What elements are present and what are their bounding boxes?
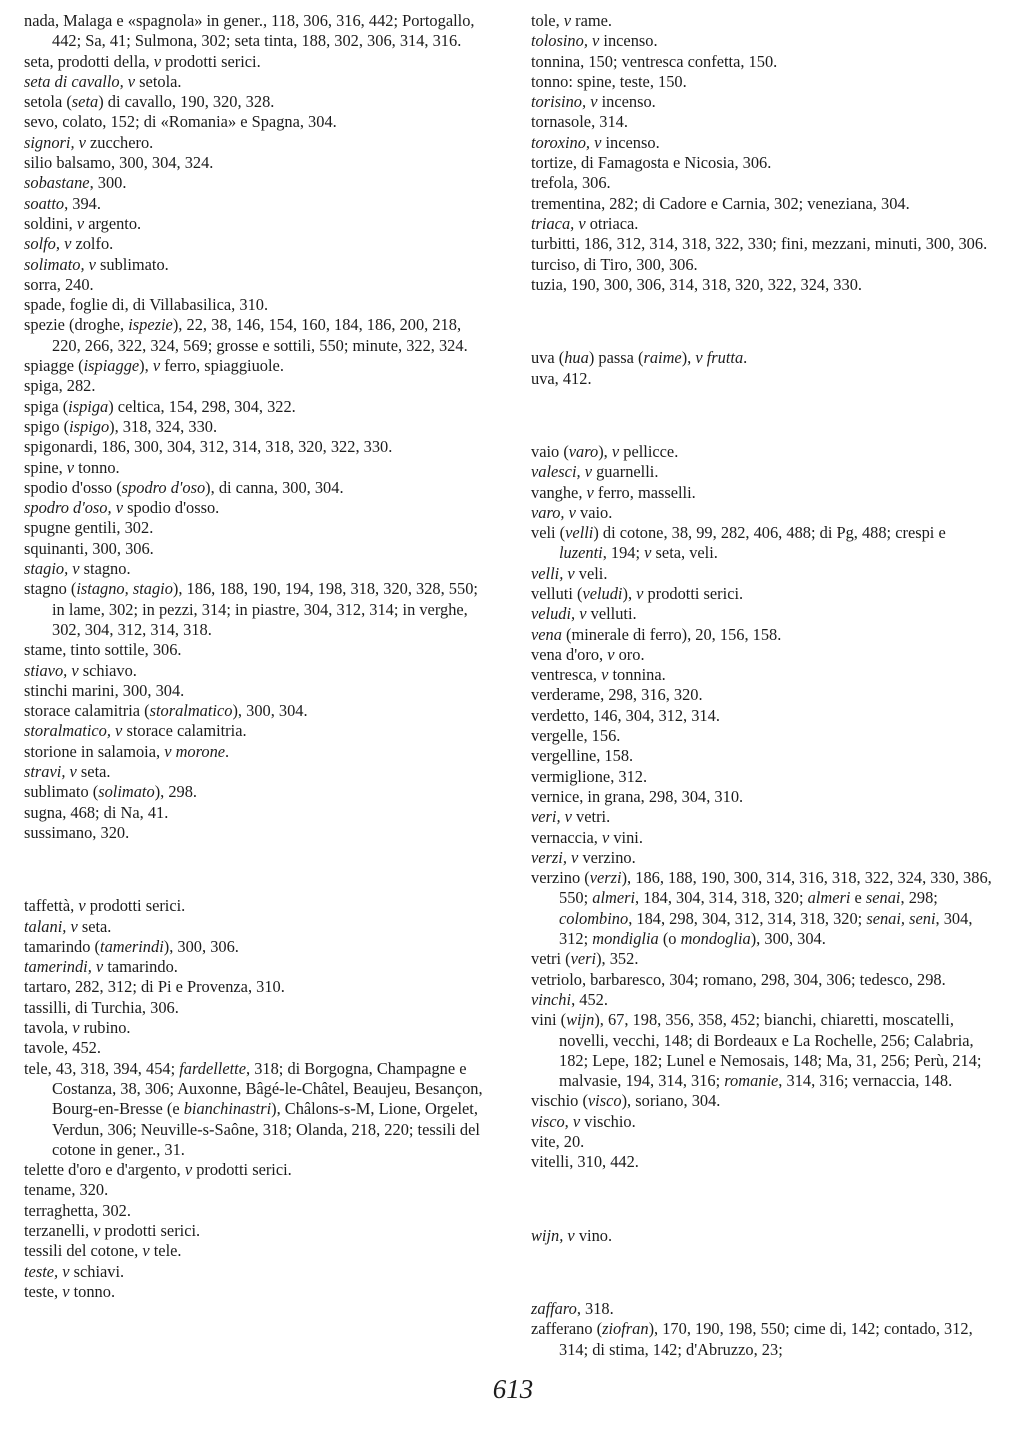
index-entry: stravi, v seta. — [24, 761, 111, 781]
index-entry: solfo, v zolfo. — [24, 234, 114, 254]
index-entry: spade, foglie di, di Villabasilica, 310. — [24, 295, 269, 315]
index-entry: vergelline, 158. — [531, 746, 634, 766]
index-entry: tornasole, 314. — [531, 112, 628, 132]
index-entry: terraghetta, 302. — [24, 1200, 131, 1220]
index-entry: velluti (veludi), v prodotti serici. — [531, 583, 744, 603]
index-entry: solimato, v sublimato. — [24, 254, 169, 274]
index-entry: spodio d'osso (spodro d'oso), di canna, 300, 304. — [24, 477, 344, 497]
index-entry: veli (velli) di cotone, 38, 99, 282, 406, 488; di Pg, 488; crespi e luzenti, 194; v seta, veli. — [531, 523, 946, 563]
index-entry: sevo, colato, 152; di «Romania» e Spagna, 304. — [24, 112, 337, 132]
index-entry: triaca, v otriaca. — [531, 213, 639, 233]
index-entry: teste, v tonno. — [24, 1281, 116, 1301]
section-gap — [531, 405, 993, 425]
index-entry: tonnina, 150; ventresca confetta, 150. — [531, 51, 778, 71]
index-entry: uva, 412. — [531, 368, 592, 388]
index-entry: nada, Malaga e «spagnola» in gener., 118, 306, 316, 442; Portogallo, 442; Sa, 41; Sulmona, 302; seta tinta, 188, 302, 306, 314, 316. — [24, 11, 475, 51]
index-column-left — [24, 11, 486, 1302]
index-entry: torisino, v incenso. — [531, 92, 656, 112]
section-gap — [531, 1189, 993, 1209]
index-entry: veri, v vetri. — [531, 807, 611, 827]
index-entry: sobastane, 300. — [24, 173, 127, 193]
index-entry: vermiglione, 312. — [531, 766, 648, 786]
index-entry: tole, v rame. — [531, 11, 613, 30]
index-entry: tessili del cotone, v tele. — [24, 1241, 182, 1261]
index-entry: verderame, 298, 316, 320. — [531, 685, 703, 705]
index-entry: storace calamitria (storalmatico), 300, 304. — [24, 701, 308, 721]
index-entry: trefola, 306. — [531, 173, 611, 193]
index-entry: spodro d'oso, v spodio d'osso. — [24, 498, 220, 518]
index-entry: soatto, 394. — [24, 193, 101, 213]
index-entry: tortize, di Famagosta e Nicosia, 306. — [531, 153, 772, 173]
section-gap — [531, 312, 993, 332]
index-entry: storione in salamoia, v morone. — [24, 741, 230, 761]
section-gap — [24, 860, 486, 880]
index-entry: vite, 20. — [531, 1132, 585, 1151]
index-entry: tavole, 452. — [24, 1038, 101, 1058]
index-entry: turciso, di Tiro, 300, 306. — [531, 254, 698, 274]
index-entry: trementina, 282; di Cadore e Carnia, 302; veneziana, 304. — [531, 193, 910, 213]
index-entry: spiga, 282. — [24, 376, 96, 396]
index-entry: vinchi, 452. — [531, 989, 608, 1009]
section-gap — [531, 1262, 993, 1282]
page-number: 613 — [492, 1374, 534, 1404]
index-entry: velli, v veli. — [531, 563, 608, 583]
index-entry: visco, v vischio. — [531, 1111, 636, 1131]
index-entry: taffettà, v prodotti serici. — [24, 896, 186, 916]
index-entry: tonno: spine, teste, 150. — [531, 71, 687, 91]
index-entry: verzino (verzi), 186, 188, 190, 300, 314, 316, 318, 322, 324, 330, 386, 550; almeri, 184, 304, 314, 318, 320; almeri e senai, 298; colombino, 184, 298, 304, 312, 314, 318, 320; senai, seni, 304, 312; mondiglia (o mondoglia), 300, 304. — [531, 868, 992, 949]
index-entry: vanghe, v ferro, masselli. — [531, 482, 696, 502]
index-entry: zaffaro, 318. — [531, 1299, 614, 1319]
index-entry: talani, v seta. — [24, 916, 112, 936]
index-entry: stiavo, v schiavo. — [24, 660, 137, 680]
index-entry: sorra, 240. — [24, 274, 94, 294]
index-entry: ventresca, v tonnina. — [531, 665, 666, 685]
index-entry: uva (hua) passa (raime), v frutta. — [531, 348, 748, 368]
index-entry: spugne gentili, 302. — [24, 518, 154, 538]
index-entry: spiagge (ispiagge), v ferro, spiaggiuole. — [24, 356, 284, 376]
index-entry: stame, tinto sottile, 306. — [24, 640, 182, 660]
index-entry: vena (minerale di ferro), 20, 156, 158. — [531, 624, 782, 644]
index-entry: vitelli, 310, 442. — [531, 1152, 639, 1172]
index-entry: vischio (visco), soriano, 304. — [531, 1091, 721, 1111]
index-entry: vini (wijn), 67, 198, 356, 358, 452; bianchi, chiaretti, moscatelli, novelli, vecchi, 148; di Bordeaux e La Rochelle, 256; Calabria, 182; Lepe, 182; Lunel e Nemosais, 148; Ma, 31, 256; Perù, 214; malvasie, 194, 314, 316; romanie, 314, 316; vernaccia, 148. — [531, 1010, 982, 1091]
index-entry: setola (seta) di cavallo, 190, 320, 328. — [24, 92, 275, 112]
index-entry: spine, v tonno. — [24, 457, 120, 477]
index-entry: storalmatico, v storace calamitria. — [24, 721, 247, 741]
index-entry: vaio (varo), v pellicce. — [531, 441, 679, 461]
index-entry: seta, prodotti della, v prodotti serici. — [24, 51, 261, 71]
index-entry: tuzia, 190, 300, 306, 314, 318, 320, 322, 324, 330. — [531, 274, 862, 294]
index-entry: vena d'oro, v oro. — [531, 644, 645, 664]
index-entry: vetriolo, barbaresco, 304; romano, 298, 304, 306; tedesco, 298. — [531, 969, 946, 989]
index-entry: zafferano (ziofran), 170, 190, 198, 550; cime di, 142; contado, 312, 314; di stima, 142; d'Abruzzo, 23; — [531, 1319, 973, 1359]
index-entry: terzanelli, v prodotti serici. — [24, 1221, 201, 1240]
index-entry: spigonardi, 186, 300, 304, 312, 314, 318, 320, 322, 330. — [24, 437, 393, 457]
index-entry: wijn, v vino. — [531, 1225, 613, 1245]
index-entry: seta di cavallo, v setola. — [24, 71, 182, 91]
index-entry: vetri (veri), 352. — [531, 949, 639, 969]
index-entry: spigo (ispigo), 318, 324, 330. — [24, 416, 218, 436]
index-entry: sugna, 468; di Na, 41. — [24, 802, 169, 822]
index-entry: turbitti, 186, 312, 314, 318, 322, 330; fini, mezzani, minuti, 300, 306. — [531, 234, 988, 254]
index-entry: spezie (droghe, ispezie), 22, 38, 146, 154, 160, 184, 186, 200, 218, 220, 266, 322, 324, 569; grosse e sottili, 550; minute, 322, 324. — [24, 315, 468, 355]
index-entry: vergelle, 156. — [531, 726, 621, 746]
index-entry: tolosino, v incenso. — [531, 31, 658, 51]
index-entry: signori, v zucchero. — [24, 132, 154, 152]
index-entry: sussimano, 320. — [24, 822, 130, 842]
index-entry: stagio, v stagno. — [24, 559, 131, 579]
index-entry: varo, v vaio. — [531, 502, 613, 522]
index-entry: stinchi marini, 300, 304. — [24, 680, 185, 700]
index-entry: telette d'oro e d'argento, v prodotti serici. — [24, 1160, 292, 1180]
index-entry: tamarindo (tamerindi), 300, 306. — [24, 936, 239, 956]
index-entry: tele, 43, 318, 394, 454; fardellette, 318; di Borgogna, Champagne e Costanza, 38, 306; Auxonne, Bâgé-le-Châtel, Beaujeu, Besançon, Bourg-en-Bresse (e bianchinastri), Châlons-s-M, Lione, Orgelet, Verdun, 306; Neuville-s-Saône, 318; Olanda, 218, 220; tessili del cotone in gener., 31. — [24, 1058, 483, 1159]
index-entry: soldini, v argento. — [24, 213, 142, 233]
index-entry: tename, 320. — [24, 1180, 109, 1200]
index-entry: tavola, v rubino. — [24, 1018, 131, 1038]
index-entry: tassilli, di Turchia, 306. — [24, 997, 179, 1017]
index-entry: tamerindi, v tamarindo. — [24, 957, 178, 977]
index-column-right — [531, 11, 993, 1360]
index-entry: valesci, v guarnelli. — [531, 462, 659, 482]
index-entry: veludi, v velluti. — [531, 604, 637, 624]
index-entry: vernice, in grana, 298, 304, 310. — [531, 786, 744, 806]
index-entry: verzi, v verzino. — [531, 847, 636, 867]
index-entry: vernaccia, v vini. — [531, 827, 643, 847]
index-entry: spiga (ispiga) celtica, 154, 298, 304, 322. — [24, 396, 296, 416]
index-entry: squinanti, 300, 306. — [24, 538, 154, 558]
index-entry: sublimato (solimato), 298. — [24, 782, 198, 802]
index-entry: verdetto, 146, 304, 312, 314. — [531, 705, 720, 725]
index-entry: toroxino, v incenso. — [531, 132, 660, 152]
index-entry: silio balsamo, 300, 304, 324. — [24, 153, 214, 173]
index-entry: teste, v schiavi. — [24, 1261, 125, 1281]
index-entry: stagno (istagno, stagio), 186, 188, 190, 194, 198, 318, 320, 328, 550; in lame, 302; in pezzi, 314; in piastre, 304, 312, 314; in verghe, 302, 304, 312, 314, 318. — [24, 579, 478, 639]
index-entry: tartaro, 282, 312; di Pi e Provenza, 310. — [24, 977, 285, 997]
